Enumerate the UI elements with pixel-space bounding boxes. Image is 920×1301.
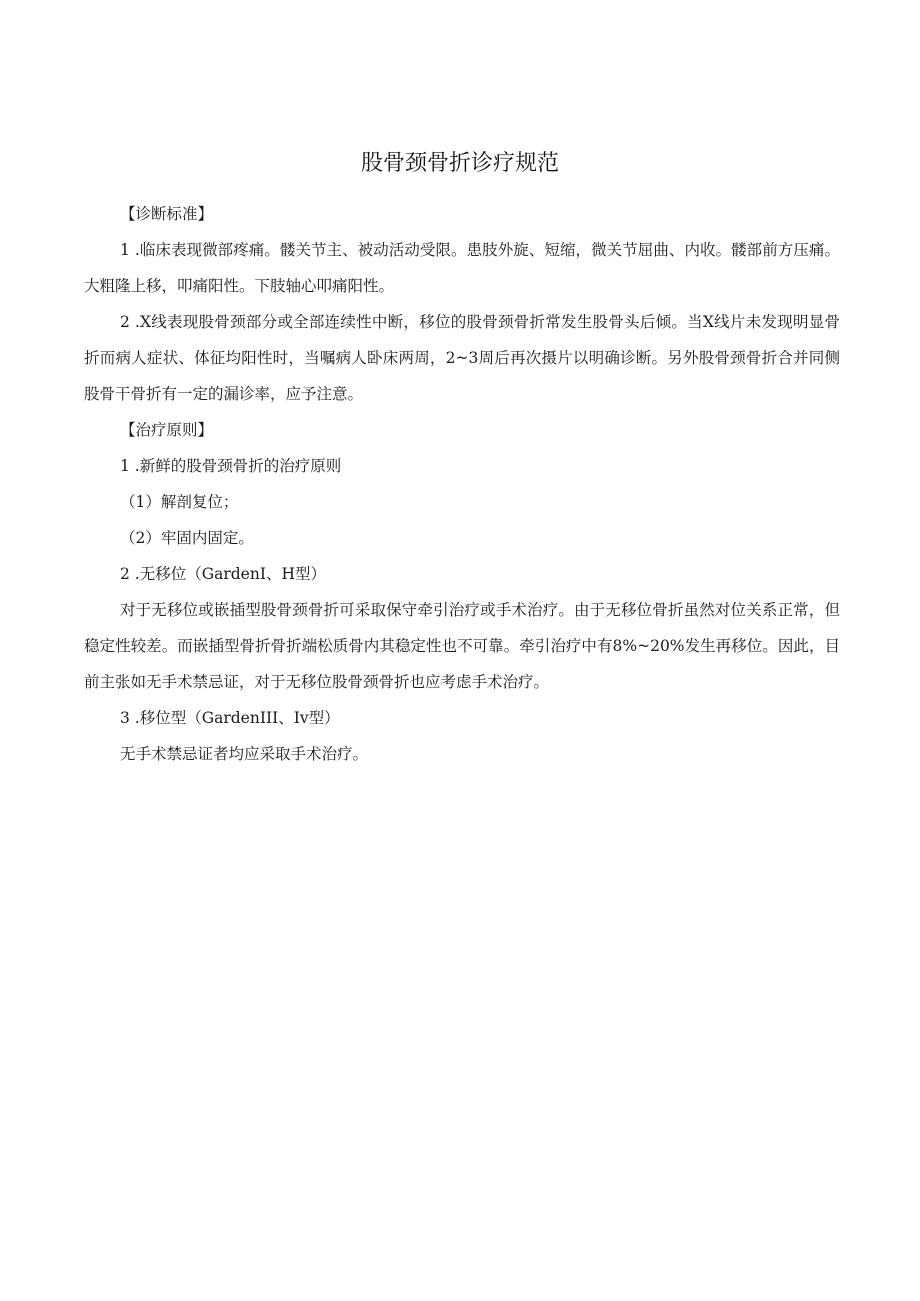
treatment-item-3: 3 .移位型（GardenIII、Iv型）	[120, 709, 340, 727]
document-body	[84, 196, 840, 772]
diagnosis-item-1: 1 .临床表现微部疼痛。髅关节主、被动活动受限。患肢外旋、短缩，微关节屈曲、内收。髅部前方压痛。大粗隆上移，叩痛阳性。下肢轴心叩痛阳性。	[84, 241, 840, 295]
treatment-item-3-body: 无手术禁忌证者均应采取手术治疗。	[120, 745, 369, 763]
treatment-item-1-b: （2）牢固内固定。	[120, 529, 254, 547]
treatment-item-2-body: 对于无移位或嵌插型股骨颈骨折可采取保守牵引治疗或手术治疗。由于无移位骨折虽然对位关系正常，但稳定性较差。而嵌插型骨折骨折端松质骨内其稳定性也不可靠。牵引治疗中有8%~20%发生再移位。因此，目前主张如无手术禁忌证，对于无移位股骨颈骨折也应考虑手术治疗。	[84, 601, 840, 691]
treatment-item-2: 2 .无移位（GardenI、H型）	[120, 565, 326, 583]
treatment-item-1-a: （1）解剖复位；	[120, 493, 239, 511]
diagnosis-item-2: 2 .X线表现股骨颈部分或全部连续性中断，移位的股骨颈骨折常发生股骨头后倾。当X线片未发现明显骨折而病人症状、体征均阳性时，当嘱病人卧床两周，2~3周后再次摄片以明确诊断。另外股骨颈骨折合并同侧股骨干骨折有一定的漏诊率，应予注意。	[84, 313, 840, 403]
section-heading-diagnosis: 【诊断标准】	[120, 205, 214, 223]
section-heading-treatment: 【治疗原则】	[120, 421, 214, 439]
treatment-item-1: 1 .新鲜的股骨颈骨折的治疗原则	[120, 457, 342, 475]
document-title: 股骨颈骨折诊疗规范	[360, 151, 559, 176]
